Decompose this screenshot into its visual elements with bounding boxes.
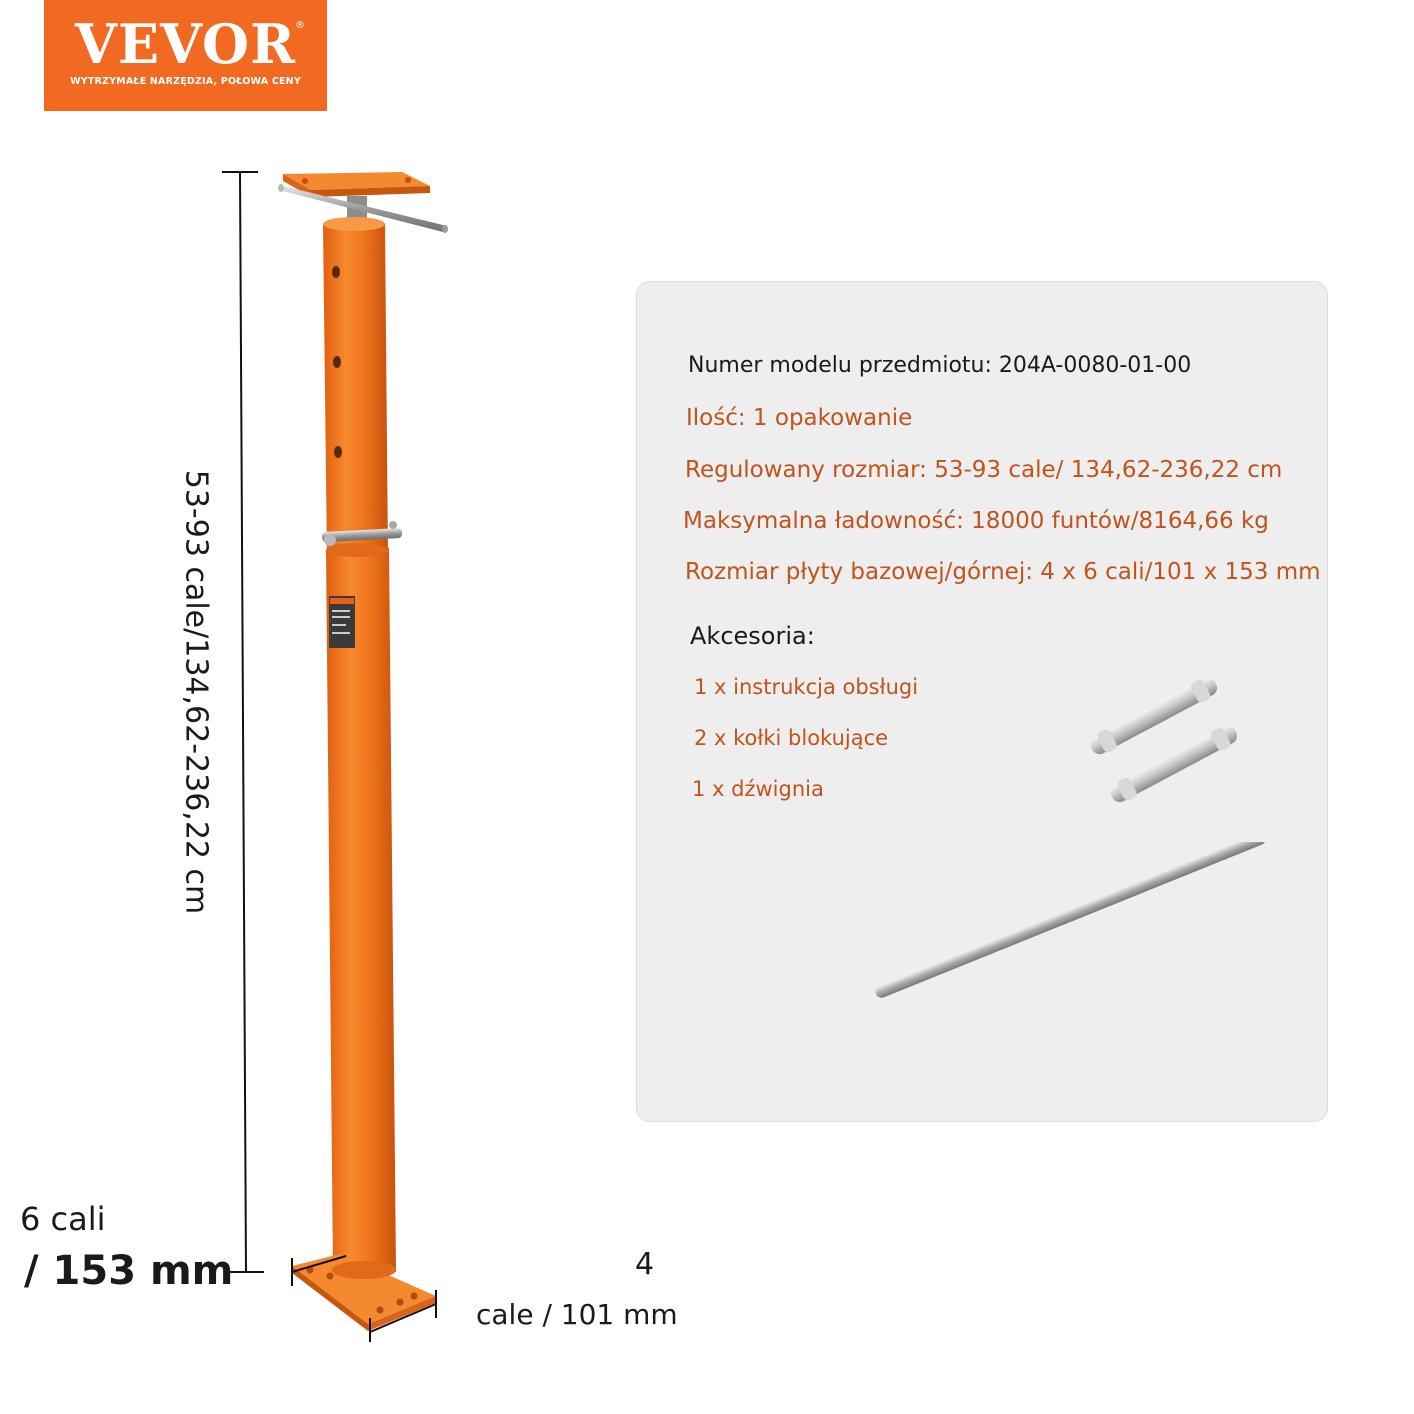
plate-width-label-line2: / 153 mm bbox=[24, 1248, 234, 1294]
height-dimension-line bbox=[222, 172, 264, 1272]
spec-max-load: Maksymalna ładowność: 18000 funtów/8164,66 kg bbox=[683, 508, 1269, 534]
height-dimension-label: 53-93 cale/134,62-236,22 cm bbox=[178, 469, 214, 915]
lever-image bbox=[862, 842, 1272, 1012]
locking-pins-image bbox=[1067, 677, 1257, 817]
plate-width-label-line1: 6 cali bbox=[20, 1200, 106, 1238]
plate-depth-label-line1: 4 bbox=[635, 1247, 655, 1282]
accessory-item: 2 x kołki blokujące bbox=[694, 726, 889, 750]
spec-adjustable-size: Regulowany rozmiar: 53-93 cale/ 134,62-236,22 cm bbox=[685, 457, 1283, 483]
product-label-sticker bbox=[329, 596, 355, 648]
outer-tube bbox=[326, 548, 396, 1272]
accessory-item: 1 x dźwignia bbox=[692, 777, 824, 801]
plate-depth-label-line2: cale / 101 mm bbox=[476, 1298, 678, 1331]
spec-plate-size: Rozmiar płyty bazowej/górnej: 4 x 6 cali/101 x 153 mm bbox=[685, 559, 1321, 585]
logo-wordmark: VEVOR bbox=[75, 12, 296, 76]
inner-tube-top bbox=[323, 217, 385, 231]
logo-registered-mark: ® bbox=[295, 20, 305, 31]
accessories-title: Akcesoria: bbox=[690, 622, 815, 650]
spec-panel bbox=[636, 281, 1328, 1122]
spec-model: Numer modelu przedmiotu: 204A-0080-01-00 bbox=[688, 353, 1192, 378]
accessory-item: 1 x instrukcja obsługi bbox=[694, 675, 919, 699]
spec-quantity: Ilość: 1 opakowanie bbox=[686, 405, 913, 431]
logo-tagline: WYTRZYMAŁE NARZĘDZIA, POŁOWA CENY bbox=[70, 76, 301, 87]
